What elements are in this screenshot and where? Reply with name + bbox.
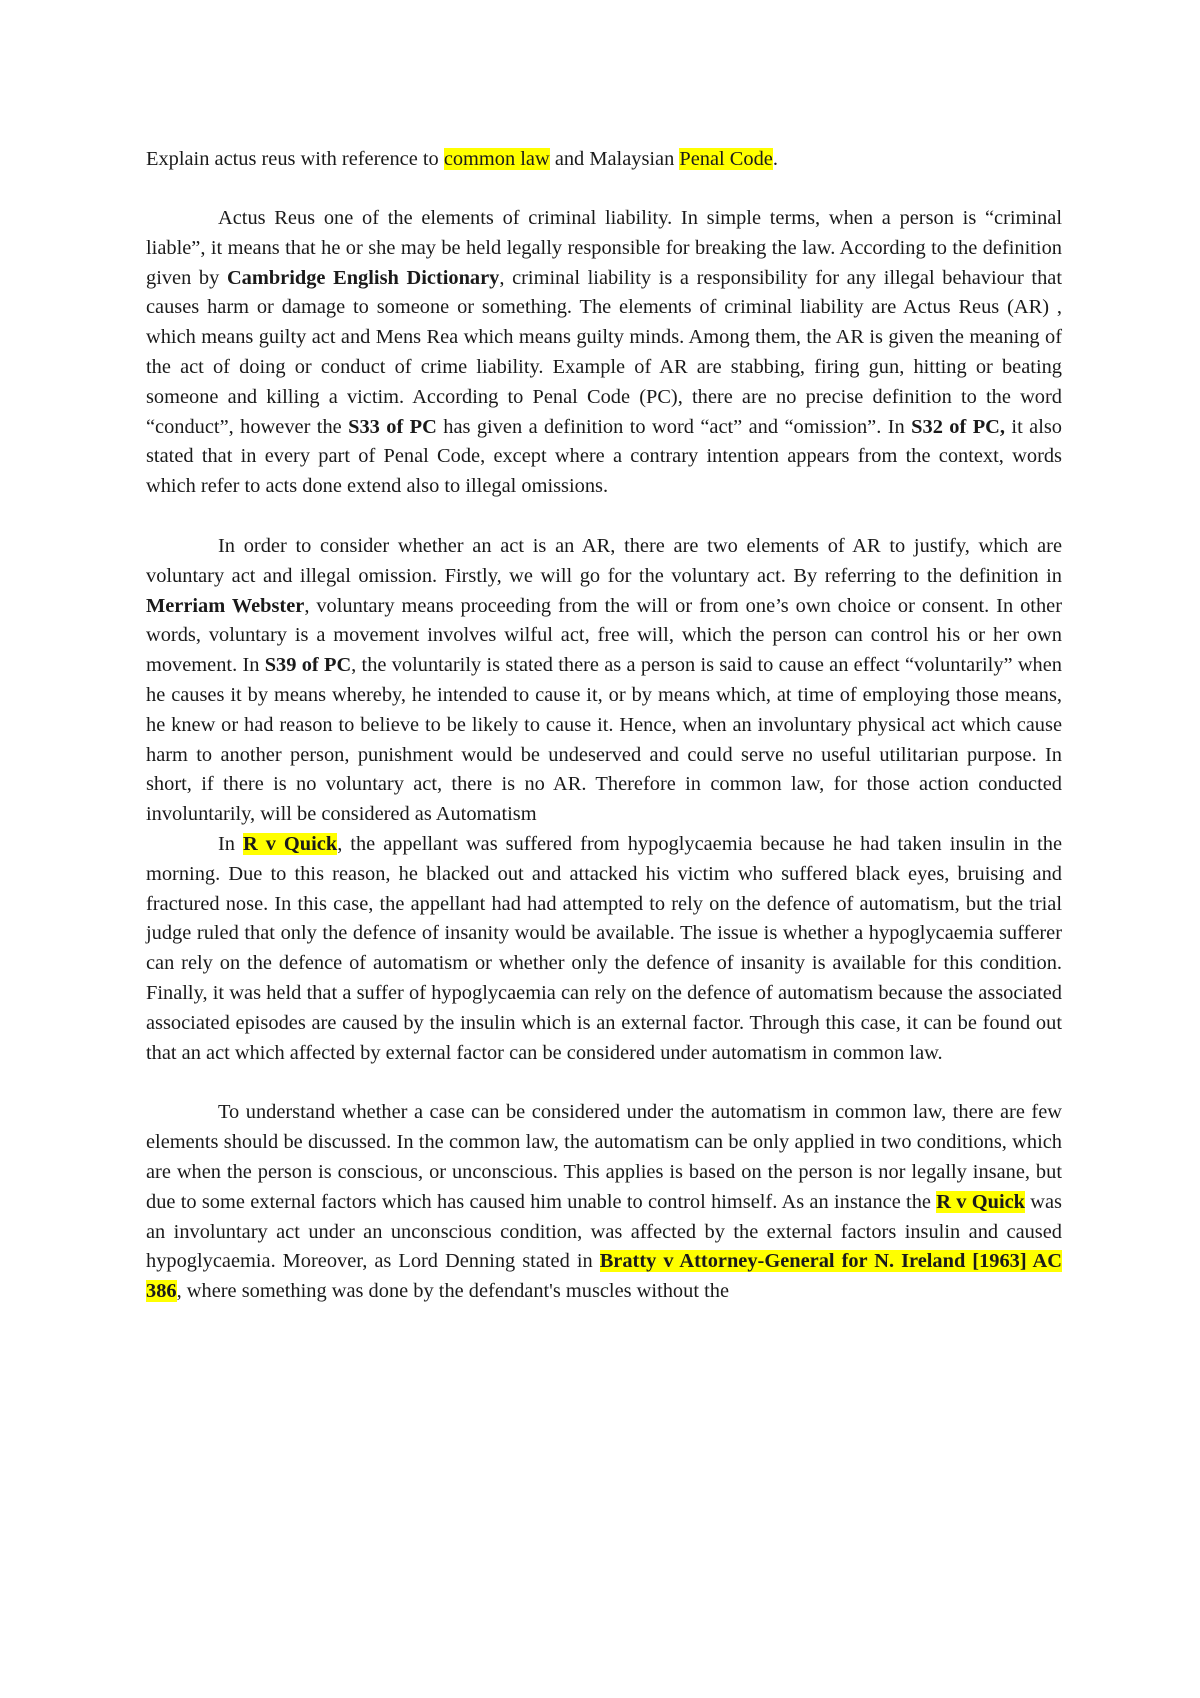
text-run: has given a definition to word “act” and “omission”. In [436,415,912,438]
text-run: In order to consider whether an act is an AR, there are two elements of AR to justify, which are voluntary act and illegal omission. Firstly, we will go for the voluntary act. By referring to the definition in [146,534,1062,587]
text-run: . [772,148,778,170]
highlighted-case-citation: Bratty v Attorney-General for N. Ireland [1963] AC 386 [146,1250,1063,1303]
text-run: , where something was done by the defendant's muscles without the [176,1280,729,1303]
highlighted-term: Penal Code [679,148,773,170]
text-run: In [218,832,243,855]
document-body [146,204,1062,1307]
body-paragraph [146,204,1062,502]
text-run: Explain actus reus with reference to [146,148,444,170]
bold-reference: S32 of PC, [911,415,1005,438]
bold-reference: Merriam Webster [146,594,305,617]
text-run: was an involuntary act under an unconscious condition, was affected by the external factors insulin and caused hypoglycaemia. Moreover, as Lord Denning stated in [146,1190,1062,1273]
bold-reference: Cambridge English Dictionary [226,266,500,289]
text-run: , criminal liability is a responsibility for any illegal behaviour that causes harm or damage to someone or something. The elements of criminal liability are Actus Reus (AR) , which means guilty act and Mens Rea which means guilty minds. Among them, the AR is given the meaning of the act of doing or conduct of crime liability. Example of AR are stabbing, firing gun, hitting or beating someone and killing a victim. According to Penal Code (PC), there are no precise definition to the word “conduct”, however the [146,266,1062,438]
text-run: , the appellant was suffered from hypoglycaemia because he had taken insulin in the morning. Due to this reason, he blacked out and attacked his victim who suffered black eyes, bruising and fractured nose. In this case, the appellant had had attempted to rely on the defence of automatism, but the trial judge ruled that only the defence of insanity would be available. The issue is whether a hypoglycaemia sufferer can rely on the defence of automatism or whether only the defence of insanity is available for this condition. Finally, it was held that a suffer of hypoglycaemia can rely on the defence of automatism because the associated associated episodes are caused by the insulin which is an external factor. Through this case, it can be found out that an act which affected by external factor can be considered under automatism in common law. [146,832,1062,1064]
text-run: Actus Reus one of the elements of criminal liability. In simple terms, when a person is “criminal liable”, it means that he or she may be held legally responsible for breaking the law. According to the definition given by [146,207,1062,289]
document-title [146,144,1062,174]
body-paragraph [146,1098,1062,1307]
highlighted-case-citation: R v Quick [936,1190,1025,1213]
highlighted-term: common law [443,148,550,170]
body-paragraph [146,830,1062,1068]
bold-reference: S33 of PC [348,415,437,438]
paragraph-spacer [146,1068,1062,1098]
bold-reference: S39 of PC [264,654,352,677]
text-run: it also stated that in every part of Penal Code, except where a contrary intention appears from the context, words which refer to acts done extend also to illegal omissions. [146,415,1062,498]
text-run: , the voluntarily is stated there as a person is said to cause an effect “voluntarily” when he causes it by means whereby, he intended to cause it, or by means which, at time of employing those means, he knew or had reason to believe to be likely to cause it. Hence, when an involuntary physical act which cause harm to another person, punishment would be undeserved and could serve no useful utilitarian purpose. In short, if there is no voluntary act, there is no AR. Therefore in common law, for those action conducted involuntarily, will be considered as Automatism [146,654,1063,826]
text-run: To understand whether a case can be considered under the automatism in common law, there are few elements should be discussed. In the common law, the automatism can be only applied in two conditions, which are when the person is conscious, or unconscious. This applies is based on the person is nor legally insane, but due to some external factors which has caused him unable to control himself. As an instance the [146,1101,1062,1213]
highlighted-case-citation: R v Quick [243,832,338,855]
text-run: , voluntary means proceeding from the will or from one’s own choice or consent. In other words, voluntary is a movement involves wilful act, free will, which the person can control his or her own movement. In [146,594,1062,677]
paragraph-spacer [146,502,1062,532]
body-paragraph [146,532,1062,830]
text-run: and Malaysian [549,148,680,170]
